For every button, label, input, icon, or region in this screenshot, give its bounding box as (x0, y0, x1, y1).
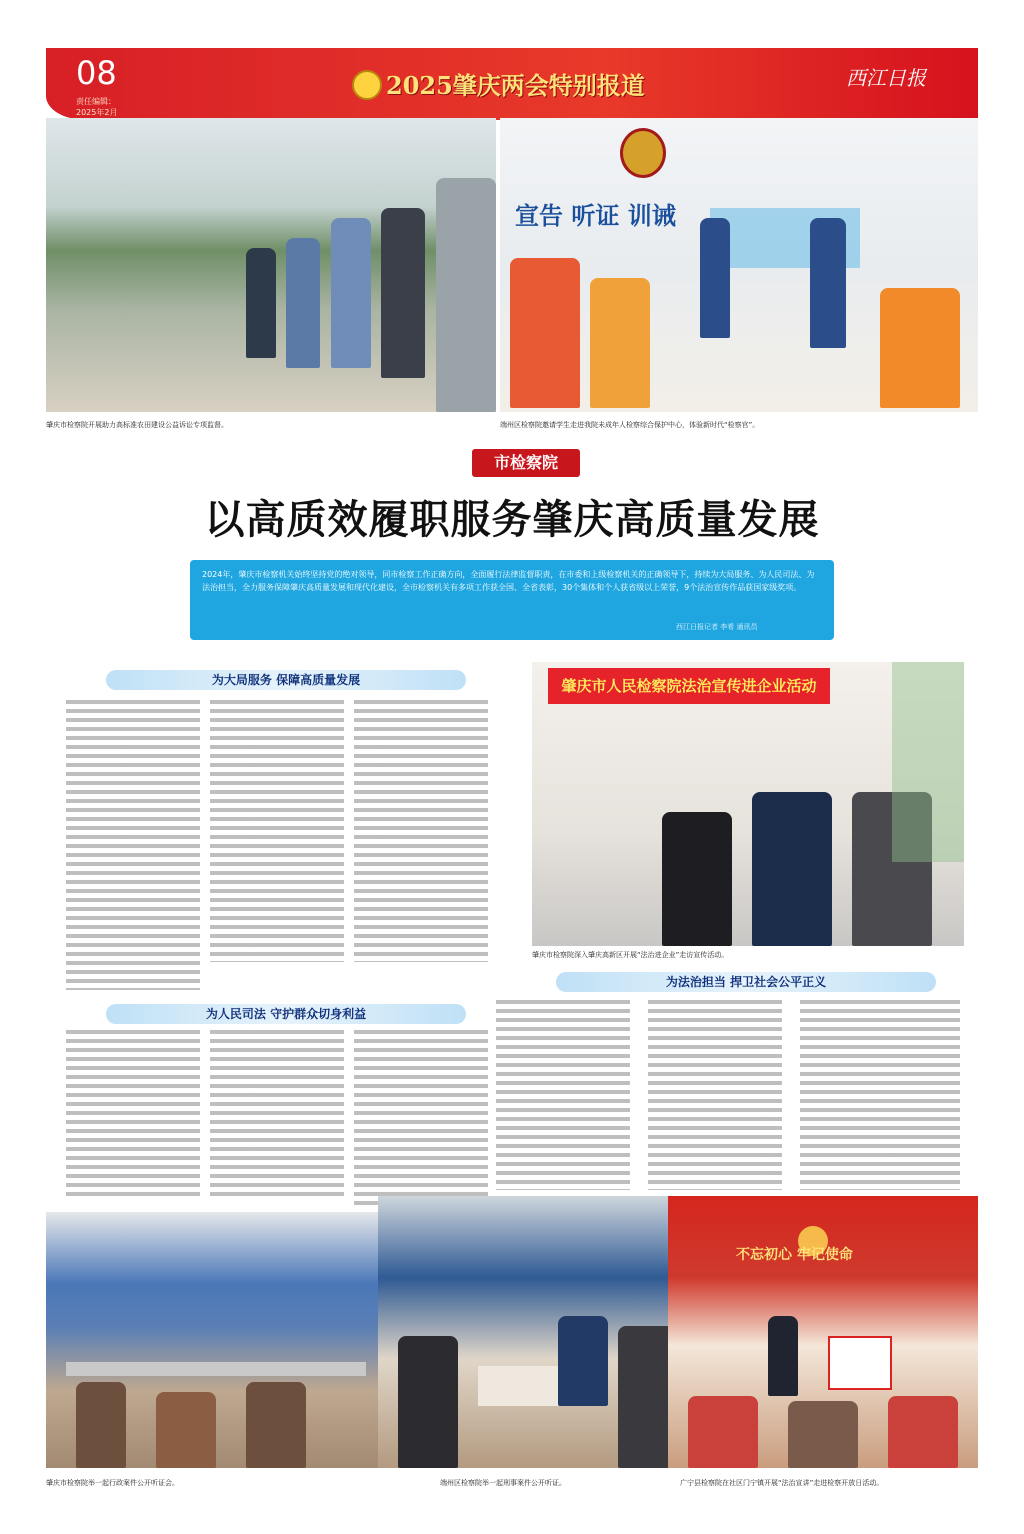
body-column-8 (648, 1000, 782, 1190)
caption-top-right: 端州区检察院邀请学生走进我院未成年人检察综合保护中心，体验新时代“检察官”。 (500, 421, 760, 429)
caption-bottom-right: 广宁县检察院在社区门宁镇开展“法治宣讲”走进检察开放日活动。 (680, 1479, 884, 1487)
photo6-wall-text: 不忘初心 牢记使命 (736, 1247, 853, 1263)
photo-criminal-hearing (378, 1196, 696, 1468)
body-column-3 (354, 700, 488, 962)
page-number: 08 (76, 54, 117, 92)
editor-line: 责任编辑： (76, 97, 116, 106)
emblem-icon (352, 70, 382, 100)
photo-hearing-room (46, 1212, 386, 1468)
special-report-title: 2025肇庆两会特别报道 (386, 71, 645, 100)
photo-farmland-inspection (46, 118, 496, 412)
editor-info (76, 96, 117, 118)
caption-middle: 肇庆市检察院深入肇庆高新区开展“法治进企业”走访宣传活动。 (532, 951, 729, 959)
body-column-9 (800, 1000, 960, 1190)
caption-bottom-middle: 端州区检察院举一起刑事案件公开听证。 (440, 1479, 566, 1487)
photo-classroom (500, 118, 978, 412)
body-column-4 (66, 1030, 200, 1200)
newspaper-name: 西江日报 (846, 66, 926, 90)
headline: 以高质效履职服务肇庆高质量发展 (204, 496, 820, 543)
body-column-2 (210, 700, 344, 962)
section-heading-1: 为大局服务 保障高质量发展 (106, 670, 466, 690)
body-column-6 (354, 1030, 488, 1210)
byline: 西江日报记者 李希 通讯员 (676, 623, 758, 631)
photo-party-lecture (668, 1196, 978, 1468)
body-column-1 (66, 700, 200, 990)
caption-top-left: 肇庆市检察院开展助力高标准农田建设公益诉讼专项监督。 (46, 421, 228, 429)
date-line: 2025年2月 (76, 108, 118, 117)
section-heading-3: 为法治担当 捍卫社会公平正义 (556, 972, 936, 992)
caption-bottom-left: 肇庆市检察院举一起行政案件公开听证会。 (46, 1479, 179, 1487)
lead-paragraph: 2024年，肇庆市检察机关始终坚持党的绝对领导，同市检察工作正确方向，全面履行法律监督职责，在市委和上级检察机关的正确领导下，持续为大局服务、为人民司法、为法治担当，全力服务保障肇庆高质量发展和现代化建设，全市检察机关有多项工作获全国、全省表彰，30个集体和个人获省级以上荣誉，9个法治宣传作品获国家级奖项。 (190, 560, 834, 640)
section-tag: 市检察院 (472, 449, 580, 477)
photo2-wall-text: 宣告 听证 训诫 (515, 201, 676, 230)
photo3-banner: 肇庆市人民检察院法治宣传进企业活动 (548, 668, 830, 704)
section-heading-2: 为人民司法 守护群众切身利益 (106, 1004, 466, 1024)
body-column-5 (210, 1030, 344, 1200)
photo-enterprise-visit (532, 662, 964, 946)
body-column-7 (496, 1000, 630, 1190)
